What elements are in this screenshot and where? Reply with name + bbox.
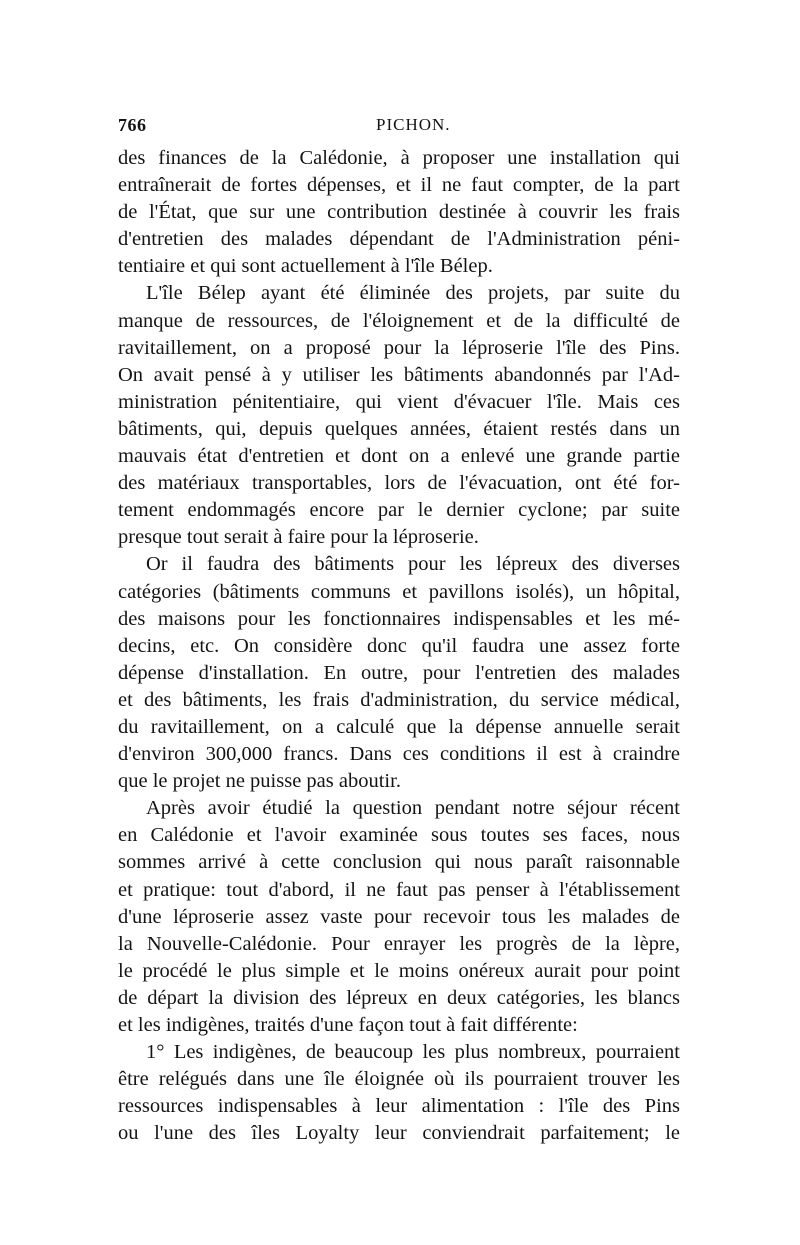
text-line: ministration pénitentiaire, qui vient d'évacuer l'île. Mais ces [118,390,680,413]
text-line: ou l'une des îles Loyalty leur conviendrait parfaitement; le [118,1122,680,1145]
body-text [118,145,680,1147]
text-line: dépense d'installation. En outre, pour l'entretien des malades [118,661,680,684]
text-line: tentiaire et qui sont actuellement à l'île Bélep. [118,255,493,278]
text-line: et les indigènes, traités d'une façon tout à fait différente: [118,1014,578,1036]
text-line: decins, etc. On considère donc qu'il faudra une assez forte [118,634,680,657]
text-line: et des bâtiments, les frais d'administration, du service médical, [118,688,680,711]
text-line: être relégués dans une île éloignée où ils pourraient trouver les [118,1068,680,1091]
text-line: sommes arrivé à cette conclusion qui nous paraît raisonnable [118,851,680,874]
text-line: de l'État, que sur une contribution destinée à couvrir les frais [118,201,680,224]
page-number: 766 [118,115,147,135]
page-header [118,115,680,141]
text-line: le procédé le plus simple et le moins onéreux aurait pour point [118,959,680,982]
text-line: du ravitaillement, on a calculé que la dépense annuelle serait [118,715,680,738]
text-line: en Calédonie et l'avoir examinée sous toutes ses faces, nous [118,824,680,847]
text-line: d'une léproserie assez vaste pour recevoir tous les malades de [118,905,680,928]
text-line: Or il faudra des bâtiments pour les lépreux des diverses [146,553,680,576]
running-head: PICHON. [376,115,451,134]
text-line: Après avoir étudié la question pendant notre séjour récent [146,797,680,820]
text-line: la Nouvelle-Calédonie. Pour enrayer les progrès de la lèpre, [118,932,680,955]
text-line: presque tout serait à faire pour la léproserie. [118,526,479,549]
text-line: 1° Les indigènes, de beaucoup les plus nombreux, pourraient [146,1041,680,1064]
text-line: manque de ressources, de l'éloignement et de la difficulté de [118,309,680,332]
text-line: tement endommagés encore par le dernier cyclone; par suite [118,499,680,522]
text-line: de départ la division des lépreux en deux catégories, les blancs [118,986,680,1009]
text-line: des matériaux transportables, lors de l'évacuation, ont été for- [118,472,680,495]
text-line: d'entretien des malades dépendant de l'Administration péni- [118,228,680,251]
text-line: On avait pensé à y utiliser les bâtiments abandonnés par l'Ad- [118,363,680,386]
text-line: catégories (bâtiments communs et pavillons isolés), un hôpital, [118,580,680,603]
text-line: des maisons pour les fonctionnaires indispensables et les mé- [118,607,680,630]
text-line: des finances de la Calédonie, à proposer une installation qui [118,147,680,169]
text-line: mauvais état d'entretien et dont on a enlevé une grande partie [118,445,680,468]
text-line: entraînerait de fortes dépenses, et il ne faut compter, de la part [118,174,680,197]
text-line: d'environ 300,000 francs. Dans ces conditions il est à craindre [118,743,680,766]
text-line: L'île Bélep ayant été éliminée des projets, par suite du [146,282,680,305]
text-line: ressources indispensables à leur alimentation : l'île des Pins [118,1095,680,1118]
text-line: que le projet ne puisse pas aboutir. [118,770,401,793]
text-line: bâtiments, qui, depuis quelques années, étaient restés dans un [118,417,680,440]
text-line: ravitaillement, on a proposé pour la léproserie l'île des Pins. [118,336,680,359]
text-line: et pratique: tout d'abord, il ne faut pas penser à l'établissement [118,878,680,901]
